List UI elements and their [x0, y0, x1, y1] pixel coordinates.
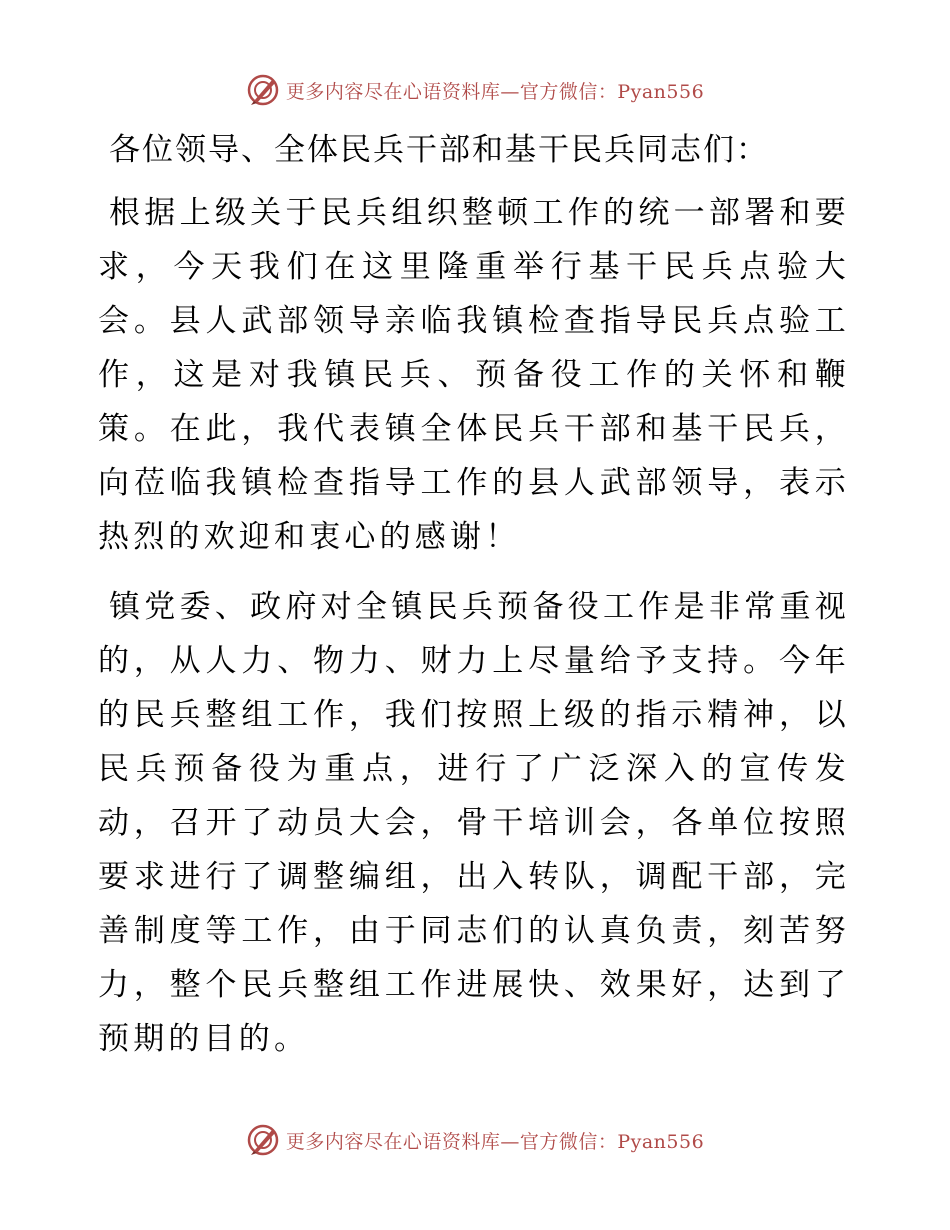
header-banner-content [246, 73, 704, 107]
header-banner-text: 更多内容尽在心语资料库—官方微信：Pyan556 [285, 80, 705, 103]
footer-banner [0, 1120, 950, 1160]
pen-logo-icon [246, 73, 280, 107]
pen-logo-icon [246, 1123, 280, 1157]
header-banner [0, 70, 950, 110]
paragraph-2: 镇党委、政府对全镇民兵预备役工作是非常重视的，从人力、物力、财力上尽量给予支持。今年的民兵整组工作，我们按照上级的指示精神，以民兵预备役为重点，进行了广泛深入的宣传发动，召开了动员大会，骨干培训会，各单位按照要求进行了调整编组，出入转队，调配干部，完善制度等工作，由于同志们的认真负责，刻苦努力，整个民兵整组工作进展快、效果好，达到了预期的目的。 [98, 589, 850, 1057]
salutation: 各位领导、全体民兵干部和基干民兵同志们： [109, 132, 769, 168]
paragraph-1: 根据上级关于民兵组织整顿工作的统一部署和要求，今天我们在这里隆重举行基干民兵点验大会。县人武部领导亲临我镇检查指导民兵点验工作，这是对我镇民兵、预备役工作的关怀和鞭策。在此，我代表镇全体民兵干部和基干民兵，向莅临我镇检查指导工作的县人武部领导，表示热烈的欢迎和衷心的感谢！ [98, 195, 850, 555]
footer-banner-content [246, 1123, 704, 1157]
footer-banner-text: 更多内容尽在心语资料库—官方微信：Pyan556 [285, 1130, 705, 1153]
document-body [98, 128, 850, 1080]
